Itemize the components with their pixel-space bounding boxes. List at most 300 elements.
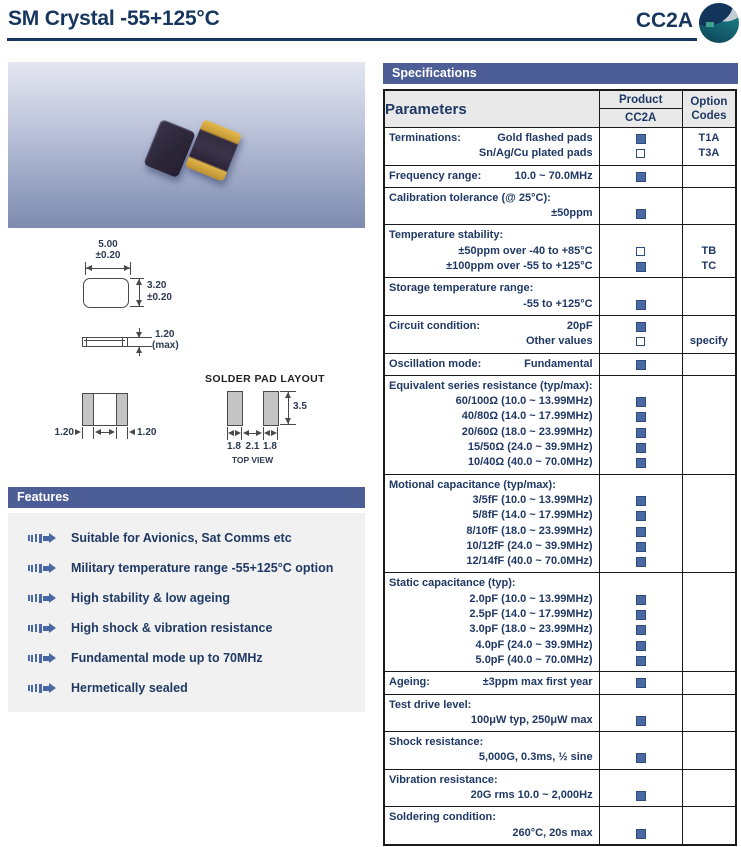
option-code [683,622,735,637]
spec-row [384,278,736,316]
feature-text: Suitable for Avionics, Sat Comms etc [71,531,292,545]
parameter-line [389,592,593,607]
parameter-line [389,638,593,653]
option-code-cell [682,315,736,353]
filled-square-marker [636,496,646,506]
filled-square-marker [636,542,646,552]
solder-pad-right [263,391,279,426]
product-availability-cell [599,128,682,166]
parameter-line [389,259,593,274]
option-code-cell [682,769,736,807]
solder-pad-title: SOLDER PAD LAYOUT [205,373,325,385]
parameter-value: 5,000G, 0.3ms, ½ sine [478,751,593,764]
option-code-cell [682,165,736,187]
dim-line [130,262,131,275]
parameter-value: Sn/Ag/Cu plated pads [478,147,593,160]
parameter-cell [384,694,599,732]
parameter-label: Frequency range: [389,169,482,182]
terminal-pad-left [82,393,94,426]
dim-arrow [285,392,291,398]
arrow-part [31,685,33,692]
parameter-label: Terminations: [389,132,461,144]
option-code [683,297,735,312]
parameter-value: Gold flashed pads [497,132,593,144]
parameter-line [389,297,593,312]
marker-line [600,653,682,668]
specifications-banner: Specifications [383,63,738,84]
parameter-value: 15/50Ω (24.0 ~ 39.9MHz) [467,441,593,454]
option-code-cell [682,672,736,694]
parameter-line [389,713,593,728]
dim-pad-height: 3.5 [293,401,307,412]
marker-line [600,592,682,607]
option-code [683,228,735,243]
product-availability-cell [599,807,682,845]
marker-line [600,409,682,424]
arrow-part [31,625,33,632]
parameter-line [389,228,593,243]
parameter-value: 10/40Ω (40.0 ~ 70.0MHz) [467,456,593,469]
option-code: TC [701,260,717,273]
parameter-label: Ageing: [389,676,430,689]
dim-line [93,427,94,439]
feature-item [8,553,365,583]
option-code [683,478,735,493]
parameter-value: -55 to +125°C [523,297,593,310]
marker-line [600,394,682,409]
striped-arrow-icon [28,653,56,663]
open-square-marker [636,337,645,346]
option-code [683,508,735,523]
product-availability-cell [599,278,682,316]
spec-row [384,225,736,278]
dim-height-tol: ±0.20 [147,292,172,303]
dim-thickness: 1.20 [155,329,175,340]
dim-width: 5.00 [98,239,118,250]
marker-line [600,622,682,637]
arrow-part [35,624,38,632]
option-code-cell [682,353,736,375]
parameter-line [389,409,593,424]
dim-line [280,424,296,425]
filled-square-marker [636,625,646,635]
marker-line [600,440,682,455]
arrow-part [28,685,30,691]
parameter-line [389,675,593,690]
option-code-cell [682,732,736,770]
parameter-line [389,281,593,296]
dim-arrow [136,347,142,353]
option-code-cell [682,128,736,166]
dim-arrow [271,430,277,436]
parameter-line [389,607,593,622]
option-code-cell [682,278,736,316]
parameter-line [389,698,593,713]
filled-square-marker [636,791,646,801]
filled-square-marker [636,527,646,537]
product-availability-cell [599,769,682,807]
dim-arrow [228,430,234,436]
parameter-value: ±50ppm over -40 to +85°C [458,244,593,257]
product-availability-cell [599,573,682,672]
filled-square-marker [636,322,646,332]
parameter-line [389,773,593,788]
marker-line [600,713,682,728]
arrow-part [31,595,33,602]
features-banner: Features [8,487,365,508]
option-code [683,592,735,607]
striped-arrow-icon [28,683,56,693]
solder-pad-left [227,391,243,426]
column-header-product: Product [599,90,682,109]
dim-width-tol: ±0.20 [95,250,121,261]
features-panel [8,513,365,712]
spec-row [384,694,736,732]
parameter-value: 4.0pF (24.0 ~ 39.9MHz) [475,638,593,651]
dim-line [249,433,256,434]
column-header-model: CC2A [599,109,682,128]
arrow-part [28,535,30,541]
option-code [683,169,735,184]
marker-line [600,131,682,146]
marker-line [600,244,682,259]
option-code-cell [682,694,736,732]
dim-line [277,427,278,440]
feature-text: Military temperature range -55+125°C option [71,561,334,575]
option-code [683,206,735,221]
parameter-value: ±3ppm max first year [482,676,593,689]
parameter-label: Circuit condition: [389,319,481,332]
marker-line [600,826,682,841]
option-code [683,281,735,296]
product-availability-cell [599,315,682,353]
parameter-value: 60/100Ω (10.0 ~ 13.99MHz) [455,395,593,408]
option-code [683,394,735,409]
arrow-part [39,594,42,603]
spec-row [384,165,736,187]
parameter-line [389,735,593,750]
parameter-value: 10/12fF (24.0 ~ 39.9MHz) [466,539,593,552]
product-availability-cell [599,474,682,573]
marker-line [600,228,682,243]
marker-line [600,379,682,394]
parameter-cell [384,375,599,474]
dim-line [86,337,87,346]
parameter-line [389,508,593,523]
parameter-line [389,524,593,539]
spec-row [384,353,736,375]
parameter-cell [384,315,599,353]
parameter-label: Shock resistance: [389,736,484,749]
parameter-line [389,576,593,591]
parameter-value: 3/5fF (10.0 ~ 13.99MHz) [472,493,593,506]
filled-square-marker [636,458,646,468]
parameter-line [389,826,593,841]
arrow-part [35,684,38,692]
dim-thickness-note: (max) [152,340,179,351]
package-top-outline [83,278,129,308]
spec-row [384,128,736,166]
parameter-line [389,750,593,765]
arrow-part [28,565,30,571]
parameter-label: Oscillation mode: [389,357,482,370]
marker-line [600,169,682,184]
option-code [683,773,735,788]
parameter-line [389,334,593,349]
arrow-part [39,684,42,693]
option-code [683,379,735,394]
parameter-value: 2.5pF (14.0 ~ 17.99MHz) [469,608,593,621]
striped-arrow-icon [28,533,56,543]
marker-line [600,750,682,765]
spec-row [384,375,736,474]
parameter-cell [384,732,599,770]
crystal-bottom-view [185,119,242,182]
marker-line [600,554,682,569]
parameter-line [389,357,593,372]
parameter-line [389,653,593,668]
parameter-value: 40/80Ω (14.0 ~ 17.99MHz) [461,410,593,423]
part-number: CC2A [635,9,693,32]
marker-line [600,334,682,349]
parameter-label: Motional capacitance (typ/max): [389,478,556,491]
product-availability-cell [599,694,682,732]
parameter-cell [384,573,599,672]
option-code-cell [682,573,736,672]
filled-square-marker [636,443,646,453]
parameter-label: Soldering condition: [389,811,496,824]
parameter-value: 10.0 ~ 70.0MHz [514,169,593,182]
dim-arrow [256,430,262,436]
product-availability-cell [599,165,682,187]
arrow-part [28,655,30,661]
feature-item [8,673,365,703]
marker-line [600,281,682,296]
spec-row [384,769,736,807]
option-code: T3A [698,147,720,160]
marker-line [600,698,682,713]
marker-line [600,773,682,788]
option-code [683,554,735,569]
spec-row [384,807,736,845]
parameter-label: Equivalent series resistance (typ/max): [389,379,593,392]
feature-item [8,643,365,673]
arrow-part [28,625,30,631]
arrow-part [49,533,56,543]
marker-line [600,455,682,470]
parameter-cell [384,165,599,187]
parameter-line [389,379,593,394]
arrow-part [49,623,56,633]
filled-square-marker [636,829,646,839]
marker-line [600,146,682,161]
option-code [683,524,735,539]
parameter-label: Storage temperature range: [389,282,534,295]
parameter-cell [384,225,599,278]
parameter-label: Calibration tolerance (@ 25°C): [389,191,551,204]
dim-line [84,340,125,341]
spec-row [384,315,736,353]
open-square-marker [636,247,645,256]
arrow-part [39,624,42,633]
feature-text: Hermetically sealed [71,681,188,695]
filled-square-marker [636,209,646,219]
arrow-part [49,563,56,573]
filled-square-marker [636,678,646,688]
parameter-cell [384,672,599,694]
parameter-value: 20/60Ω (18.0 ~ 23.99MHz) [461,425,593,438]
option-code: specify [689,335,728,348]
option-code [683,713,735,728]
option-code [683,826,735,841]
filled-square-marker [636,300,646,310]
parameter-value: 3.0pF (18.0 ~ 23.99MHz) [469,623,593,636]
option-code [683,191,735,206]
filled-square-marker [636,412,646,422]
parameter-line [389,319,593,334]
filled-square-marker [636,360,646,370]
filled-square-marker [636,610,646,620]
option-code [683,788,735,803]
parameter-value: 20G rms 10.0 ~ 2,000Hz [470,788,593,801]
striped-arrow-icon [28,593,56,603]
option-code-cell [682,474,736,573]
dim-line [241,427,242,440]
option-code [683,539,735,554]
arrow-part [31,565,33,572]
option-code [683,675,735,690]
brand-logo-icon [699,3,739,43]
spec-row [384,573,736,672]
arrow-part [39,654,42,663]
parameter-line [389,425,593,440]
feature-text: High shock & vibration resistance [71,621,273,635]
option-code [683,455,735,470]
marker-line [600,191,682,206]
marker-line [600,508,682,523]
marker-line [600,539,682,554]
marker-line [600,788,682,803]
logo-accent [706,22,714,27]
option-code [683,735,735,750]
parameter-line [389,788,593,803]
header-divider [7,38,697,41]
option-code-cell [682,187,736,225]
striped-arrow-icon [28,563,56,573]
spec-table-body [384,128,736,845]
dim-arrow [235,430,241,436]
parameter-label: Test drive level: [389,698,472,711]
option-code [683,653,735,668]
spec-row [384,187,736,225]
crystal-top-view [143,119,196,178]
parameter-value: Fundamental [524,357,593,370]
parameter-cell [384,474,599,573]
parameter-cell [384,807,599,845]
feature-item [8,613,365,643]
option-code [683,319,735,334]
parameter-line [389,554,593,569]
feature-text: High stability & low ageing [71,591,231,605]
product-photo [8,62,365,228]
parameter-line [389,131,593,146]
page-title: SM Crystal -55+125°C [8,7,220,30]
marker-line [600,259,682,274]
product-availability-cell [599,732,682,770]
parameter-value: 100μW typ, 250μW max [470,713,593,726]
marker-line [600,319,682,334]
arrow-part [49,653,56,663]
marker-line [600,675,682,690]
filled-square-marker [636,716,646,726]
parameter-value: ±50ppm [551,207,593,220]
marker-line [600,425,682,440]
product-availability-cell [599,353,682,375]
product-availability-cell [599,187,682,225]
filled-square-marker [636,428,646,438]
option-code [683,698,735,713]
parameter-cell [384,128,599,166]
column-header-parameters: Parameters [384,90,599,128]
option-code [683,440,735,455]
option-code-cell [682,225,736,278]
option-code [683,638,735,653]
parameter-line [389,622,593,637]
marker-line [600,493,682,508]
dim-arrow [136,279,142,285]
option-code [683,357,735,372]
parameter-cell [384,353,599,375]
dim-height: 3.20 [147,280,167,291]
parameter-cell [384,187,599,225]
arrow-part [35,654,38,662]
parameter-value: 5/8fF (14.0 ~ 17.99MHz) [472,509,593,522]
parameter-value: ±100ppm over -55 to +125°C [446,260,593,273]
parameter-label: Vibration resistance: [389,773,498,786]
option-code-cell [682,375,736,474]
parameter-line [389,440,593,455]
spec-row [384,732,736,770]
spec-row [384,672,736,694]
parameter-line [389,146,593,161]
parameter-line [389,191,593,206]
dim-arrow [136,332,142,338]
feature-text: Fundamental mode up to 70MHz [71,651,263,665]
arrow-part [35,594,38,602]
arrow-part [28,595,30,601]
dim-arrow [124,265,130,271]
dim-pad-gap: 2.1 [245,441,260,452]
option-code [683,607,735,622]
option-code-cell [682,807,736,845]
specifications-table [383,89,737,846]
parameter-line [389,394,593,409]
parameter-line [389,539,593,554]
product-availability-cell [599,375,682,474]
striped-arrow-icon [28,623,56,633]
dim-pad-right: 1.20 [137,427,157,438]
marker-line [600,478,682,493]
parameter-value: 8/10fF (18.0 ~ 23.99MHz) [466,524,593,537]
terminal-pad-right [116,393,128,426]
top-view-label: TOP VIEW [231,455,274,465]
parameter-value: 5.0pF (40.0 ~ 70.0MHz) [475,653,593,666]
filled-square-marker [636,262,646,272]
option-code [683,750,735,765]
arrow-part [35,564,38,572]
marker-line [600,357,682,372]
filled-square-marker [636,641,646,651]
